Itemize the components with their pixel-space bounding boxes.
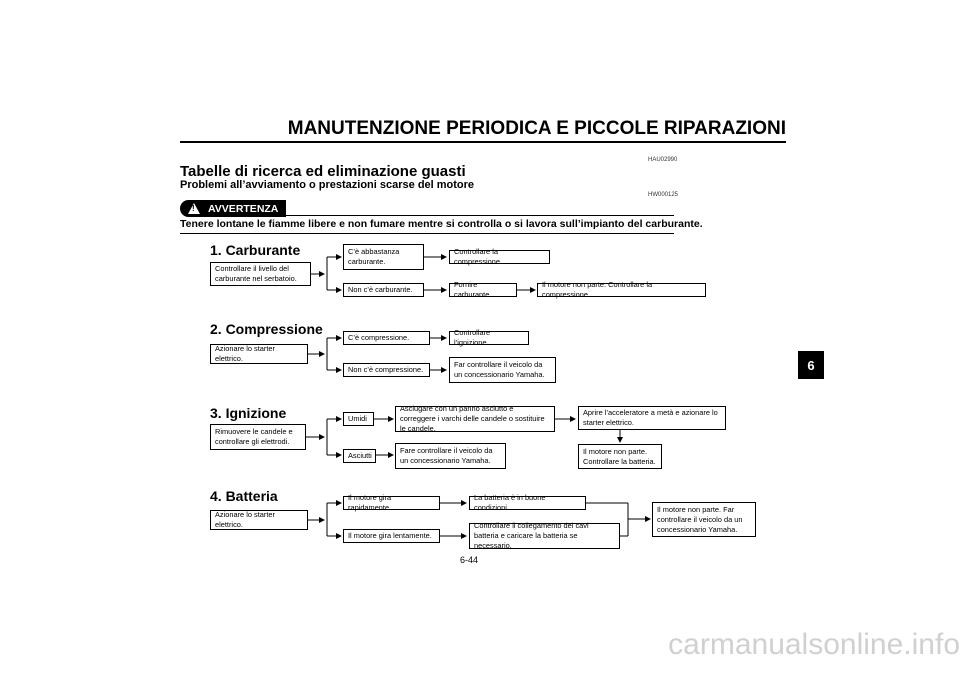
- carburante-no-box: Non c’è carburante.: [343, 283, 424, 297]
- batteria-fast-result-box: La batteria è in buone condizioni.: [469, 496, 586, 510]
- warning-label-text: AVVERTENZA: [208, 202, 279, 215]
- ignizione-start-box: Rimuovere le candele e controllare gli elettrodi.: [210, 424, 306, 450]
- carburante-no-action-box: Fornire carburante.: [449, 283, 517, 297]
- batteria-slow-action-box: Controllare il collegamento dei cavi batteria e caricare la batteria se necessario.: [469, 523, 620, 549]
- warning-triangle-icon: !: [188, 203, 200, 214]
- compressione-yes-box: C’è compressione.: [343, 331, 430, 345]
- heading-carburante: 1. Carburante: [210, 242, 301, 258]
- compressione-yes-action-box: Controllare l’ignizione.: [449, 331, 529, 345]
- carburante-yes-box: C’è abbastanza carburante.: [343, 244, 424, 270]
- batteria-fast-box: Il motore gira rapidamente.: [343, 496, 440, 510]
- section-code: HAU02990: [648, 157, 678, 163]
- carburante-yes-action-box: Controllare la compressione.: [449, 250, 550, 264]
- heading-compressione: 2. Compressione: [210, 321, 323, 337]
- heading-ignizione: 3. Ignizione: [210, 405, 287, 421]
- ignizione-dry-box: Asciutti: [343, 449, 376, 463]
- compressione-no-action-box: Far controllare il veicolo da un concessionario Yamaha.: [449, 357, 556, 383]
- compressione-no-box: Non c’è compressione.: [343, 363, 430, 377]
- watermark: carmanualsonline.info: [668, 628, 960, 661]
- batteria-final-box: Il motore non parte. Far controllare il veicolo da un concessionario Yamaha.: [652, 502, 756, 537]
- page-header-title: MANUTENZIONE PERIODICA E PICCOLE RIPARAZIONI: [287, 118, 786, 139]
- heading-batteria: 4. Batteria: [210, 488, 278, 504]
- section-title: Tabelle di ricerca ed eliminazione guasti: [180, 163, 466, 180]
- batteria-slow-box: Il motore gira lentamente.: [343, 529, 440, 543]
- ignizione-wet-action-box: Asciugare con un panno asciutto e correggere i varchi delle candele o sostituire le candele.: [395, 406, 555, 432]
- warning-text: Tenere lontane le fiamme libere e non fumare mentre si controlla o si lavora sull’impianto del carburante.: [180, 218, 703, 230]
- batteria-start-box: Azionare lo starter elettrico.: [210, 510, 308, 530]
- carburante-no-result-box: Il motore non parte. Controllare la compressione.: [537, 283, 706, 297]
- page-number: 6-44: [460, 555, 479, 565]
- chapter-tab: 6: [798, 351, 824, 379]
- ignizione-dry-action-box: Fare controllare il veicolo da un concessionario Yamaha.: [395, 443, 506, 469]
- ignizione-wet-result-box: Il motore non parte. Controllare la batteria.: [578, 444, 662, 469]
- compressione-start-box: Azionare lo starter elettrico.: [210, 344, 308, 364]
- ignizione-wet-next-box: Aprire l’acceleratore a metà e azionare lo starter elettrico.: [578, 406, 726, 430]
- warning-code: HW000125: [648, 192, 679, 198]
- section-subtitle: Problemi all’avviamento o prestazioni scarse del motore: [180, 179, 475, 191]
- ignizione-wet-box: Umidi: [343, 412, 374, 426]
- carburante-start-box: Controllare il livello del carburante nel serbatoio.: [210, 262, 311, 286]
